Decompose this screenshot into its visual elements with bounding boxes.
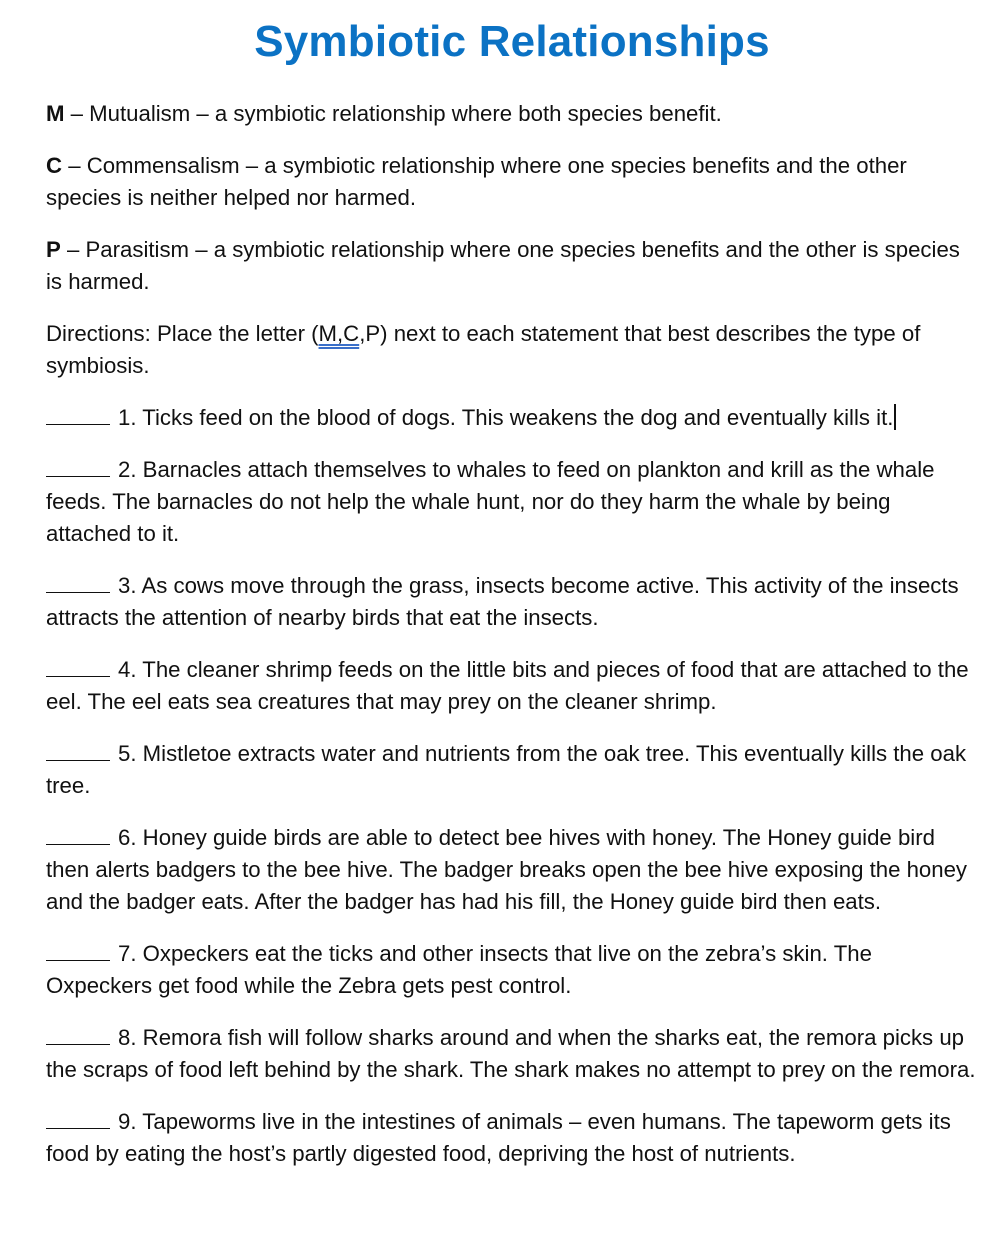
answer-blank-5[interactable] [46,740,110,761]
question-text-2: 2. Barnacles attach themselves to whales to feed on plankton and krill as the whale feeds. The barnacles do not help the whale hunt, nor do they harm the whale by being attached to it. [46,457,935,546]
question-item-8 [46,1022,978,1086]
question-text-5: 5. Mistletoe extracts water and nutrients from the oak tree. This eventually kills the oak tree. [46,741,967,798]
definition-letter-m: M [46,101,65,126]
answer-blank-4[interactable] [46,656,110,677]
answer-blank-8[interactable] [46,1024,110,1045]
answer-blank-3[interactable] [46,572,110,593]
question-item-7 [46,938,978,1002]
question-item-5 [46,738,978,802]
directions-letters-flagged: M,C [318,321,360,346]
directions-prefix: Directions: Place the letter ( [46,321,319,346]
question-text-9: 9. Tapeworms live in the intestines of animals – even humans. The tapeworm gets its food by eating the host’s partly digested food, depriving the host of nutrients. [46,1109,951,1166]
answer-blank-1[interactable] [46,404,110,425]
question-item-2 [46,454,978,550]
text-cursor [894,404,896,430]
definition-letter-p: P [46,237,61,262]
definition-text-parasitism: – Parasitism – a symbiotic relationship where one species benefits and the other is species is harmed. [46,237,960,294]
definition-mutualism [46,98,978,130]
directions-suffix: ,P) next to each statement that best describes the type of symbiosis. [46,321,921,378]
definition-letter-c: C [46,153,63,178]
question-text-4: 4. The cleaner shrimp feeds on the little bits and pieces of food that are attached to the eel. The eel eats sea creatures that may prey on the cleaner shrimp. [46,657,969,714]
question-item-9 [46,1106,978,1170]
question-text-6: 6. Honey guide birds are able to detect bee hives with honey. The Honey guide bird then alerts badgers to the bee hive. The badger breaks open the bee hive exposing the honey and the badger eats. After the badger has had his fill, the Honey guide bird then eats. [46,825,968,914]
directions [46,318,978,382]
question-text-8: 8. Remora fish will follow sharks around and when the sharks eat, the remora picks up the scraps of food left behind by the shark. The shark makes no attempt to prey on the remora. [46,1025,976,1082]
definition-parasitism [46,234,978,298]
question-item-6 [46,822,978,918]
answer-blank-7[interactable] [46,940,110,961]
answer-blank-2[interactable] [46,456,110,477]
question-item-4 [46,654,978,718]
page-title: Symbiotic Relationships [254,17,770,66]
question-text-3: 3. As cows move through the grass, insects become active. This activity of the insects attracts the attention of nearby birds that eat the insects. [46,573,959,630]
question-item-3 [46,570,978,634]
definition-text-mutualism: – Mutualism – a symbiotic relationship where both species benefit. [64,101,722,126]
question-item-1 [46,402,978,434]
definition-text-commensalism: – Commensalism – a symbiotic relationship where one species benefits and the other species is neither helped nor harmed. [46,153,907,210]
question-text-1: 1. Ticks feed on the blood of dogs. This weakens the dog and eventually kills it. [118,405,894,430]
answer-blank-9[interactable] [46,1108,110,1129]
answer-blank-6[interactable] [46,824,110,845]
question-text-7: 7. Oxpeckers eat the ticks and other insects that live on the zebra’s skin. The Oxpeckers get food while the Zebra gets pest control. [46,941,872,998]
definition-commensalism [46,150,978,214]
